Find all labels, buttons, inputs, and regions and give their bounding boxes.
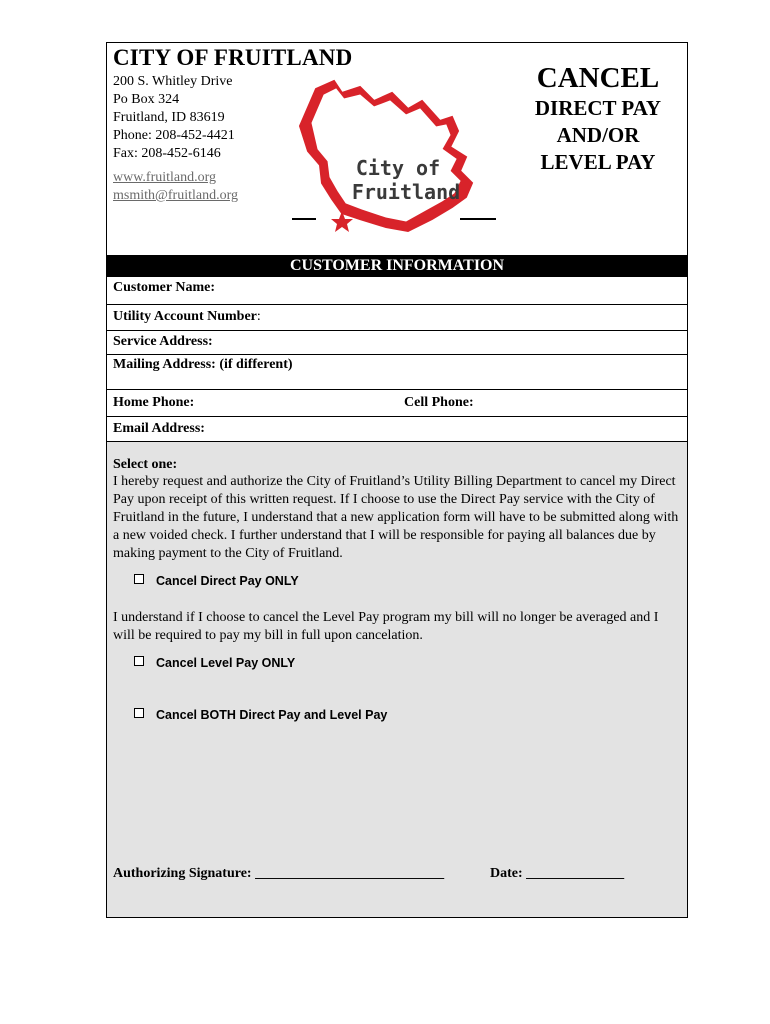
city-of-fruitland-logo: [282, 71, 504, 241]
service-address-label: Service Address:: [113, 334, 213, 349]
address-line: Fruitland, ID 83619: [113, 110, 225, 125]
customer-info-heading: CUSTOMER INFORMATION: [107, 255, 687, 277]
customer-name-field[interactable]: [107, 277, 687, 304]
option-cancel-both[interactable]: [134, 708, 387, 722]
email-address-label: Email Address:: [113, 421, 205, 436]
address-line: 200 S. Whitley Drive: [113, 74, 233, 89]
option-label: Cancel BOTH Direct Pay and Level Pay: [156, 708, 388, 722]
org-name: CITY OF FRUITLAND: [113, 45, 353, 70]
mailing-address-field[interactable]: [107, 354, 687, 389]
account-number-label: Utility Account Number: [113, 309, 257, 324]
form-title: [513, 61, 683, 176]
checkbox[interactable]: [134, 708, 144, 718]
cancellation-options-section: [107, 441, 687, 917]
direct-pay-terms: I hereby request and authorize the City of Fruitland’s Utility Billing Department to cancel my Direct Pay upon receipt of this written request. If I choose to use the Direct Pay service with the City of Fruitland in the future, I understand that a new application form will have to be submitted along with a new voided check. I further understand that I will be responsible for paying all balances due by making payment to the City of Fruitland.: [113, 474, 679, 561]
select-one-label: Select one:: [113, 457, 178, 472]
mailing-address-label: Mailing Address: (if different): [113, 357, 293, 372]
address-line: Po Box 324: [113, 92, 180, 107]
option-label: Cancel Direct Pay ONLY: [156, 574, 299, 588]
contact-links: [113, 169, 238, 205]
title-direct-pay: DIRECT PAY: [534, 96, 662, 120]
title-and-or: AND/OR: [556, 123, 640, 147]
phone-line: Phone: 208-452-4421: [113, 128, 235, 143]
date-field[interactable]: Date: ______________: [490, 866, 625, 881]
customer-name-label: Customer Name:: [113, 280, 215, 295]
option-cancel-level-pay[interactable]: [134, 656, 295, 670]
checkbox[interactable]: [134, 574, 144, 584]
checkbox[interactable]: [134, 656, 144, 666]
cell-phone-label: Cell Phone:: [404, 395, 474, 410]
account-number-colon: :: [256, 309, 261, 324]
website-link[interactable]: www.fruitland.org: [113, 170, 217, 185]
form-header: [107, 43, 687, 253]
org-address: [113, 73, 235, 163]
level-pay-terms: I understand if I choose to cancel the Level Pay program my bill will no longer be averaged and I will be required to pay my bill in full upon cancelation.: [113, 610, 659, 643]
cancel-direct-pay-form: [106, 42, 688, 918]
account-number-field[interactable]: [107, 304, 687, 330]
logo-text-line1: City of: [355, 156, 441, 180]
option-label: Cancel Level Pay ONLY: [156, 656, 296, 670]
service-address-field[interactable]: [107, 330, 687, 354]
email-address-field[interactable]: [107, 416, 687, 441]
phone-row[interactable]: [107, 389, 687, 416]
fax-line: Fax: 208-452-6146: [113, 146, 221, 161]
home-phone-label: Home Phone:: [113, 395, 195, 410]
logo-text-line2: Fruitland: [351, 180, 461, 204]
title-level-pay: LEVEL PAY: [540, 150, 656, 174]
option-cancel-direct-pay[interactable]: [134, 574, 299, 588]
email-link[interactable]: msmith@fruitland.org: [113, 188, 239, 203]
title-cancel: CANCEL: [536, 62, 660, 94]
authorizing-signature-field[interactable]: Authorizing Signature: ___________________________: [113, 866, 445, 881]
